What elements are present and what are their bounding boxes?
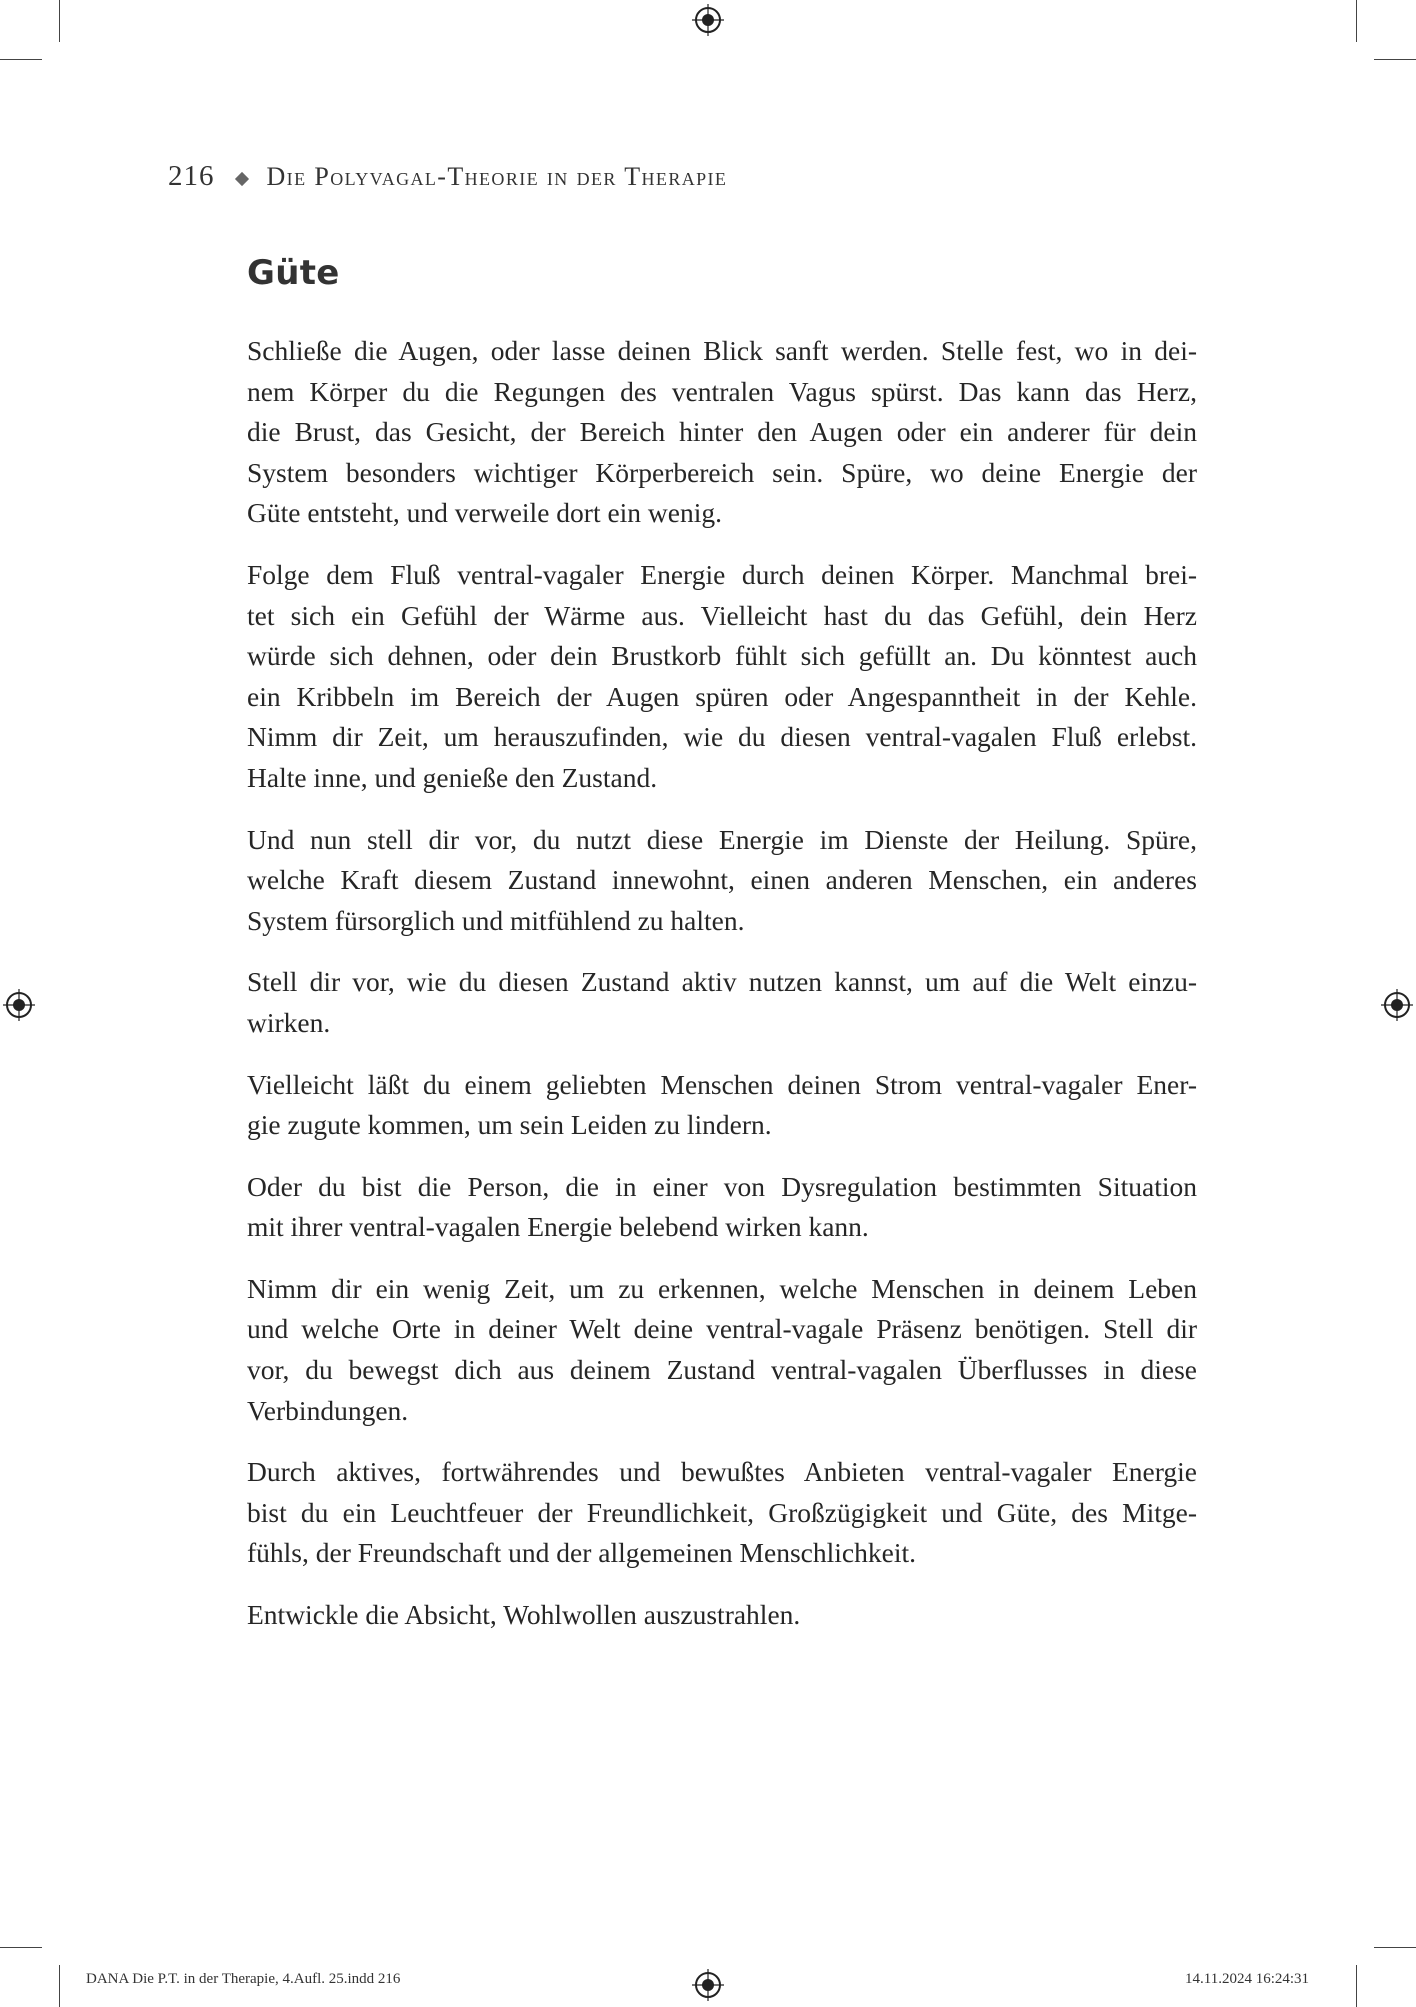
text-line: fühls, der Freundschaft und der allgemeinen Menschlichkeit. (247, 1537, 916, 1569)
paragraph (247, 962, 1197, 1043)
paragraph (247, 331, 1197, 534)
crop-mark (0, 1947, 42, 1948)
registration-mark-icon (1380, 988, 1414, 1022)
text-line: Folge dem Fluß ventral-vagaler Energie durch deinen Körper. Manchmal brei- (247, 558, 1197, 590)
paragraph (247, 1595, 1197, 1636)
text-line: Durch aktives, fortwährendes und bewußtes Anbieten ventral-vagaler Energie (247, 1456, 1197, 1488)
paragraph (247, 555, 1197, 799)
text-line: Nimm dir ein wenig Zeit, um zu erkennen, welche Menschen in deinem Leben (247, 1272, 1197, 1304)
crop-mark (59, 1965, 60, 2007)
footer-slug: DANA Die P.T. in der Therapie, 4.Aufl. 25.indd 216 (86, 1971, 401, 1987)
text-line: würde sich dehnen, oder dein Brustkorb fühlt sich gefüllt an. Du könntest auch (247, 640, 1197, 672)
running-title: Die Polyvagal-Theorie in der Therapie (266, 161, 728, 191)
text-line: tet sich ein Gefühl der Wärme aus. Vielleicht hast du das Gefühl, dein Herz (247, 599, 1197, 631)
crop-mark (1374, 59, 1416, 60)
diamond-bullet-icon (234, 171, 248, 185)
text-line: vor, du bewegst dich aus deinem Zustand ventral-vagalen Überflusses in diese (247, 1354, 1197, 1386)
paragraph (247, 1065, 1197, 1146)
text-line: gie zugute kommen, um sein Leiden zu lindern. (247, 1109, 772, 1141)
text-line: System besonders wichtiger Körperbereich sein. Spüre, wo deine Energie der (247, 456, 1197, 488)
text-line: welche Kraft diesem Zustand innewohnt, einen anderen Menschen, ein anderes (247, 864, 1197, 896)
paragraph (247, 820, 1197, 942)
crop-mark (59, 0, 60, 42)
text-line: Oder du bist die Person, die in einer von Dysregulation bestimmten Situation (247, 1170, 1197, 1202)
paragraph (247, 1167, 1197, 1248)
text-line: Entwickle die Absicht, Wohlwollen auszustrahlen. (247, 1599, 801, 1631)
crop-mark (0, 59, 42, 60)
text-line: wirken. (247, 1006, 331, 1038)
text-line: Stell dir vor, wie du diesen Zustand aktiv nutzen kannst, um auf die Welt einzu- (247, 966, 1197, 998)
text-line: Schließe die Augen, oder lasse deinen Blick sanft werden. Stelle fest, wo in dei- (247, 335, 1197, 366)
text-line: Verbindungen. (247, 1394, 409, 1426)
text-line: Vielleicht läßt du einem geliebten Menschen deinen Strom ventral-vagaler Ener- (247, 1068, 1197, 1100)
registration-mark-icon (691, 3, 725, 37)
text-line: die Brust, das Gesicht, der Bereich hinter den Augen oder ein anderer für dein (247, 416, 1197, 448)
crop-mark (1356, 1965, 1357, 2007)
text-line: und welche Orte in deiner Welt deine ventral-vagale Präsenz benötigen. Stell dir (247, 1313, 1197, 1345)
text-line: Güte entsteht, und verweile dort ein wenig. (247, 497, 723, 529)
registration-mark-icon (691, 1968, 725, 2002)
page-number: 216 (168, 160, 215, 192)
text-line: Und nun stell dir vor, du nutzt diese Energie im Dienste der Heilung. Spüre, (247, 823, 1197, 855)
text-line: nem Körper du die Regungen des ventralen Vagus spürst. Das kann das Herz, (247, 375, 1197, 407)
text-line: System fürsorglich und mitfühlend zu halten. (247, 904, 745, 936)
paragraph (247, 1452, 1197, 1574)
text-line: Halte inne, und genieße den Zustand. (247, 761, 658, 793)
paragraph (247, 1269, 1197, 1431)
text-line: ein Kribbeln im Bereich der Augen spüren oder Angespanntheit in der Kehle. (247, 680, 1197, 712)
section-heading: Güte (247, 253, 340, 293)
crop-mark (1356, 0, 1357, 42)
running-header (168, 160, 727, 193)
footer-timestamp: 14.11.2024 16:24:31 (1185, 1971, 1310, 1987)
text-line: Nimm dir Zeit, um herauszufinden, wie du diesen ventral-vagalen Fluß erlebst. (247, 721, 1197, 753)
registration-mark-icon (2, 988, 36, 1022)
crop-mark (1374, 1947, 1416, 1948)
text-line: bist du ein Leuchtfeuer der Freundlichkeit, Großzügigkeit und Güte, des Mitge- (247, 1496, 1197, 1528)
body-text (247, 331, 1197, 1657)
text-line: mit ihrer ventral-vagalen Energie belebend wirken kann. (247, 1211, 869, 1243)
